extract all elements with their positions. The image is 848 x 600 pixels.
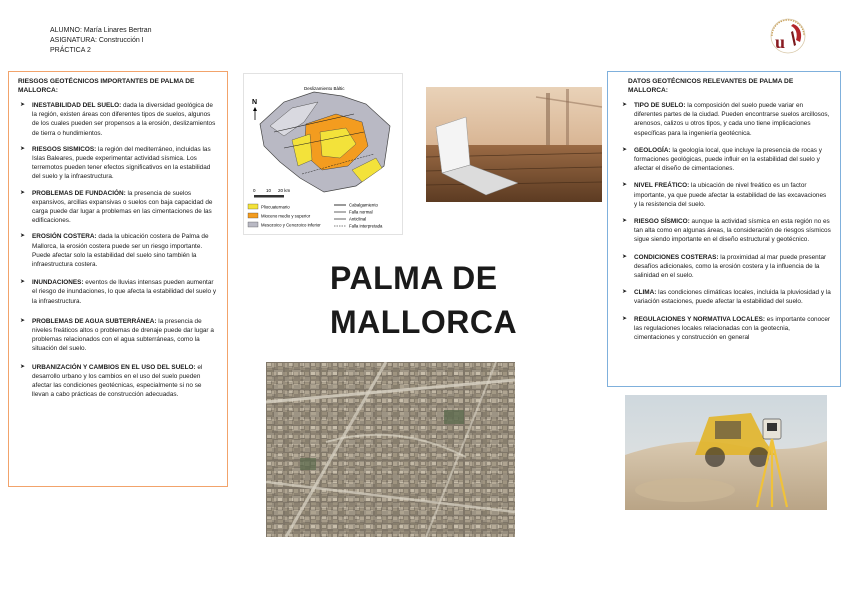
- data-title: DATOS GEOTÉCNICOS RELEVANTES DE PALMA DE MALLORCA:: [628, 78, 794, 94]
- geological-map: [243, 73, 403, 235]
- map-title: Deslizamiento Bàltic: [304, 86, 345, 91]
- risk-key: RIESGOS SISMICOS:: [32, 145, 97, 153]
- arrow-bullet-icon: ➤: [622, 146, 628, 153]
- arrow-bullet-icon: ➤: [20, 233, 26, 240]
- north-label: N: [252, 99, 258, 106]
- legend-line-label: Falla interpretada: [349, 223, 383, 229]
- risk-item: [18, 145, 218, 182]
- legend-swatch-plio: [248, 204, 258, 209]
- logo-letter: u: [775, 32, 786, 52]
- data-key: CLIMA:: [634, 289, 657, 297]
- data-text: es importante conocer las regulaciones locales relacionadas con la geotecnia, cimentaciones y construcción en general: [634, 315, 831, 342]
- arrow-bullet-icon: ➤: [622, 218, 628, 225]
- arrow-bullet-icon: ➤: [622, 289, 628, 296]
- legend-line-label: Falla normal: [349, 209, 373, 215]
- data-text: la proximidad al mar puede presentar desafíos adicionales, como la erosión costera y la influencia de la salinidad en el suelo.: [634, 253, 827, 280]
- arrow-bullet-icon: ➤: [622, 182, 628, 189]
- risk-text: dada la diversidad geológica de la región, existen áreas con diferentes tipos de suelos, algunos de los cuales pueden ser propensos a la erosión, deslizamientos de tierra o hundimientos.: [32, 102, 216, 137]
- risk-key: EROSIÓN COSTERA:: [32, 233, 97, 241]
- risk-text: la presencia de suelos expansivos, arcillas expansivas o suelos con baja capacidad de carga puede dar lugar a problemas en las cimentaciones de las edificaciones.: [32, 189, 213, 225]
- geotechnical-data-box: [607, 71, 841, 387]
- data-key: CONDICIONES COSTERAS:: [634, 253, 719, 261]
- data-key: NIVEL FREÁTICO:: [634, 182, 690, 190]
- data-key: GEOLOGÍA:: [634, 146, 671, 154]
- risk-text: la región del mediterráneo, incluidas las Islas Baleares, puede experimentar actividad sísmica. Los terremotos pueden tener efectos significativos en la estabilidad del suelo y la infraestructura.: [32, 145, 211, 181]
- data-item: [620, 217, 831, 245]
- data-item: [620, 181, 831, 209]
- risk-text: eventos de lluvias intensas pueden aumentar el riesgo de inundaciones, lo que afecta la estabilidad del suelo y la infraestructura.: [32, 279, 217, 305]
- risk-item: [18, 101, 218, 138]
- risk-key: PROBLEMAS DE FUNDACIÓN:: [32, 189, 126, 197]
- aerial-city-photo: [266, 362, 515, 537]
- legend-line-label: Anticlinal: [349, 216, 367, 222]
- risk-item: [18, 278, 218, 306]
- data-text: la ubicación de nivel freático es un factor importante, ya que puede afectar la estabilidad de las excavaciones y la resistencia del suelo.: [634, 182, 827, 208]
- data-key: TIPO DE SUELO:: [634, 102, 686, 109]
- legend-unit-label: Mesozoico y Cenozoico inferior: [261, 222, 321, 228]
- data-item: [620, 101, 831, 138]
- risk-key: INESTABILIDAD DEL SUELO:: [32, 102, 122, 109]
- arrow-bullet-icon: ➤: [622, 315, 628, 322]
- arrow-bullet-icon: ➤: [20, 102, 26, 108]
- arrow-bullet-icon: ➤: [20, 279, 26, 286]
- arrow-bullet-icon: ➤: [20, 363, 26, 370]
- arrow-bullet-icon: ➤: [20, 317, 26, 324]
- data-text: aunque la actividad sísmica en esta región no es tan alta como en algunas áreas, la consideración de riesgos sísmicos sigue siendo importante en el diseño estructural y geotécnico.: [634, 218, 831, 244]
- legend-swatch-meso: [248, 222, 258, 227]
- title-line-2: MALLORCA: [330, 304, 518, 340]
- risk-item: [18, 189, 218, 226]
- survey-equipment-photo: [625, 395, 827, 510]
- data-item: [620, 315, 831, 343]
- student-name: ALUMNO: María Linares Bertran: [50, 27, 152, 34]
- scale-tick-10: 10: [266, 188, 272, 193]
- scale-tick-0: 0: [253, 188, 256, 193]
- laptop-on-site-photo: [426, 87, 602, 202]
- data-text: la composición del suelo puede variar en diferentes partes de la ciudad. Pueden encontrarse suelos arcillosos, arenosos, calizos u otros tipos, y cada uno tiene implicaciones específicas para la ingeniería geotécnica.: [634, 102, 830, 137]
- north-arrowhead-icon: [253, 107, 257, 111]
- geotechnical-risks-box: [8, 71, 228, 487]
- arrow-bullet-icon: ➤: [622, 253, 628, 260]
- risk-item: [18, 317, 218, 354]
- arrow-bullet-icon: ➤: [20, 189, 26, 196]
- arrow-bullet-icon: ➤: [622, 102, 628, 108]
- title-line-1: PALMA DE: [330, 260, 498, 296]
- legend-unit-label: Pliocuaternario: [261, 204, 290, 210]
- subject-name: ASIGNATURA: Construcción I: [50, 37, 144, 44]
- document-header: [50, 26, 152, 56]
- risk-item: [18, 363, 218, 400]
- data-item: [620, 146, 831, 174]
- university-seal-icon: [758, 16, 818, 56]
- risk-text: la presencia de niveles freáticos altos o problemas de drenaje puede dar lugar a problemas relacionados con el agua subterráneas, como la situación del suelo.: [32, 317, 214, 353]
- scale-bar: [254, 195, 284, 198]
- data-text: las condiciones climáticas locales, incluida la pluviosidad y la variación estaciones, puede afectar la estabilidad del suelo.: [634, 289, 831, 306]
- risk-key: URBANIZACIÓN Y CAMBIOS EN EL USO DEL SUELO:: [32, 363, 196, 371]
- risk-text: el desarrollo urbano y los cambios en el uso del suelo pueden afectar las condiciones geotécnicas, especialmente si no se llevan a cabo prácticas de construcción adecuadas.: [32, 363, 203, 399]
- page-title: [330, 256, 530, 344]
- data-text: la geología local, que incluye la presencia de rocas y formaciones geológicas, puede influir en la estabilidad del suelo y afectar el diseño de cimentaciones.: [634, 146, 822, 173]
- arrow-bullet-icon: ➤: [20, 145, 26, 152]
- assignment-name: PRÁCTICA 2: [50, 47, 91, 54]
- data-key: RIESGO SÍSMICO:: [634, 218, 690, 226]
- risk-text: dada la ubicación costera de Palma de Mallorca, la erosión costera puede ser un riesgo importante. Puede afectar solo la estabilidad del suelo sino también la infraestructura costera.: [32, 233, 209, 269]
- risk-key: INUNDACIONES:: [32, 279, 84, 287]
- scale-tick-20: 20 km: [278, 188, 291, 193]
- data-item: [620, 253, 831, 281]
- legend-unit-label: Mioceno medio y superior: [261, 213, 311, 219]
- legend-line-label: Cabalgamiento: [349, 202, 378, 208]
- risks-title: RIESGOS GEOTÉCNICOS IMPORTANTES DE PALMA DE MALLORCA:: [18, 78, 195, 94]
- data-key: REGULACIONES Y NORMATIVA LOCALES:: [634, 315, 766, 323]
- data-item: [620, 288, 831, 306]
- legend-swatch-mio: [248, 213, 258, 218]
- risk-key: PROBLEMAS DE AGUA SUBTERRÁNEA:: [32, 317, 157, 325]
- risk-item: [18, 232, 218, 269]
